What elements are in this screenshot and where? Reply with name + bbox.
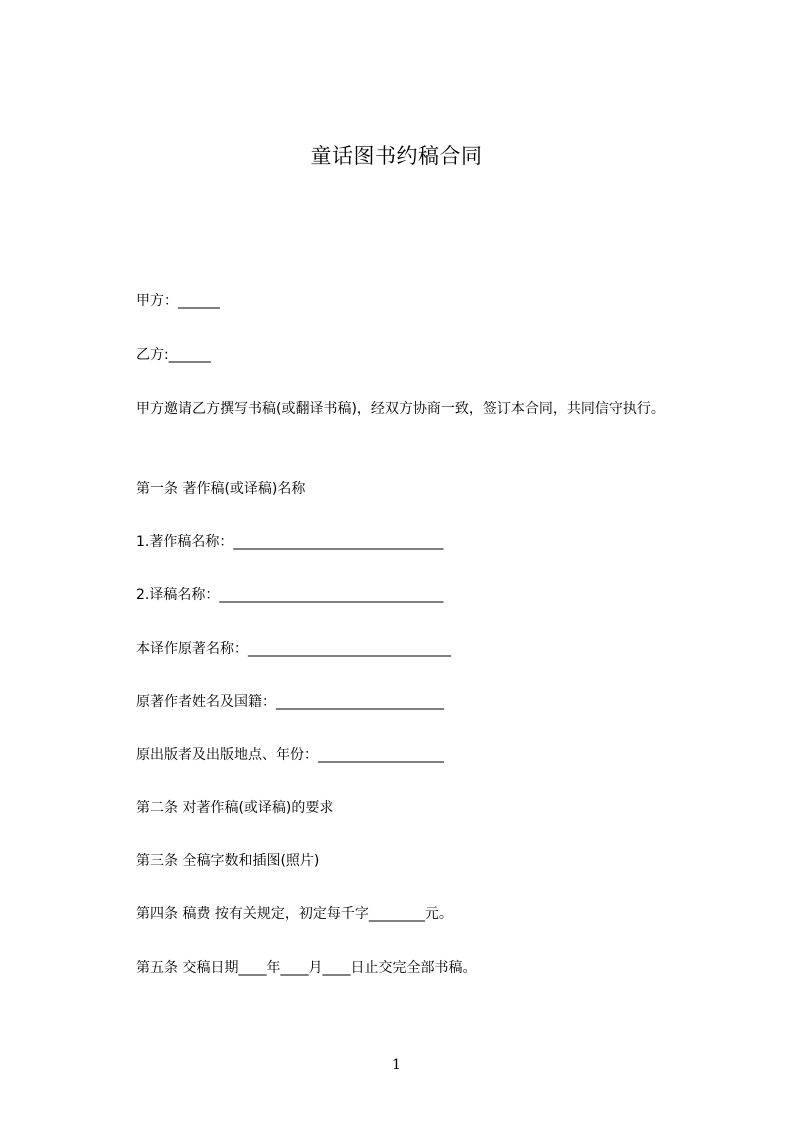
article-5-heading: 第五条 交稿日期____年____月____日止交完全部书稿。: [136, 960, 477, 976]
intro-paragraph: 甲方邀请乙方撰写书稿(或翻译书稿)，经双方协商一致，签订本合同，共同信守执行。: [136, 401, 665, 417]
party-b-line: 乙方:______: [136, 347, 211, 363]
article-2-heading: 第二条 对著作稿(或译稿)的要求: [136, 800, 334, 816]
original-author-field: 原著作者姓名及国籍：________________________: [136, 694, 444, 710]
original-title-field: 本译作原著名称：_____________________________: [136, 641, 451, 657]
article-3-heading: 第三条 全稿字数和插图(照片): [136, 853, 320, 869]
translation-title-field: 2.译稿名称：________________________________: [136, 587, 444, 603]
work-title-field: 1.著作稿名称：______________________________: [136, 534, 444, 550]
article-4-heading: 第四条 稿费 按有关规定，初定每千字________元。: [136, 906, 453, 922]
page-number: 1: [392, 1057, 401, 1073]
party-a-line: 甲方：______: [136, 293, 220, 309]
document-title: 童话图书约稿合同: [310, 144, 483, 168]
article-1-heading: 第一条 著作稿(或译稿)名称: [136, 481, 306, 497]
original-publisher-field: 原出版者及出版地点、年份：__________________: [136, 747, 444, 763]
